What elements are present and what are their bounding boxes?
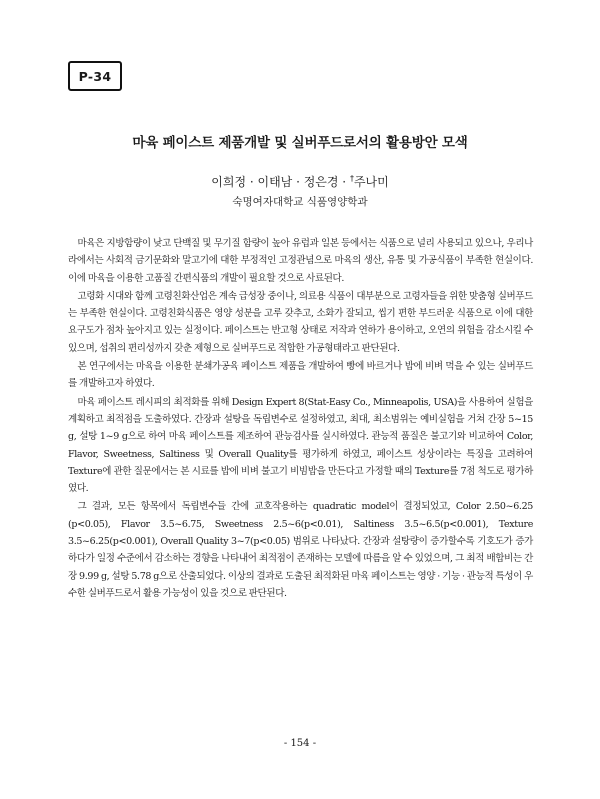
- author-names: 이희정 · 이태남 · 정은경 ·: [211, 175, 350, 189]
- author-list: [0, 173, 600, 190]
- paragraph-methods: 마육 페이스트 레시피의 최적화를 위해 Design Expert 8(Stat-Easy Co., Minneapolis, USA)을 사용하여 실험을 계획하고 최적점을 도출하였다. 간장과 설탕을 독립변수로 설정하였고, 최대, 최소범위는 예비실험을 거쳐 간장 5~15 g, 설탕 1~9 g으로 하여 마육 페이스트를 제조하여 관능검사를 실시하였다. 관능적 품질은 불고기와 비교하여 Color, Flavor, Sweetness, Saltiness 및 Overall Quality를 평가하게 하였고, 페이스트 성상이라는 특징을 고려하여 Texture에 관한 질문에서는 본 시료를 밥에 비벼 불고기 비빔밥을 만든다고 가정할 때의 Texture를 7점 척도로 평가하였다.: [68, 396, 533, 495]
- corresponding-author-mark: †: [349, 174, 354, 183]
- poster-number-badge: P-34: [68, 61, 122, 91]
- corresponding-author-name: 주나미: [353, 175, 389, 189]
- paper-title: 마육 페이스트 제품개발 및 실버푸드로서의 활용방안 모색: [132, 135, 468, 151]
- abstract-body: [68, 235, 533, 603]
- paragraph-aging: 고령화 시대와 함께 고령친화산업은 계속 급성장 중이나, 의료용 식품이 대부분으로 고령자들을 위한 맞춤형 실버푸드는 부족한 현실이다. 고령친화식품은 영양 성분을 고루 갖추고, 소화가 잘되고, 씹기 편한 부드러운 식품으로 이에 대한 요구도가 점차 높아지고 있는 실정이다. 페이스트는 반고형 상태로 저작과 연하가 용이하고, 오연의 위험을 감소시킬 수 있으며, 섭취의 편리성까지 갖춘 제형으로 실버푸드로 적합한 가공형태라고 판단된다.: [68, 290, 533, 354]
- paragraph-results: 그 결과, 모든 항목에서 독립변수들 간에 교호작용하는 quadratic model이 결정되었고, Color 2.50~6.25 (p<0.05), Flavor 3.5~6.75, Sweetness 2.5~6(p<0.01), Saltiness 3.5~6.5(p<0.001), Texture 3.5~6.25(p<0.001), Overall Quality 3~7(p<0.05) 범위로 나타났다. 간장과 설탕량이 증가할수록 기호도가 증가하다가 일정 수준에서 감소하는 경향을 나타내어 최적점이 존재하는 모델에 따름을 알 수 있었으며, 그 최적 배합비는 간장 9.99 g, 설탕 5.78 g으로 산출되었다. 이상의 결과로 도출된 최적화된 마육 페이스트는 영양 · 기능 · 관능적 특성이 우수한 실버푸드로서 활용 가능성이 있을 것으로 판단된다.: [68, 501, 533, 599]
- paragraph-objective: 본 연구에서는 마육을 이용한 분쇄가공육 페이스트 제품을 개발하여 빵에 바르거나 밥에 비벼 먹을 수 있는 실버푸드를 개발하고자 하였다.: [68, 361, 533, 390]
- paragraph-background: 마육은 지방함량이 낮고 단백질 및 무기질 함량이 높아 유럽과 일본 등에서는 식품으로 널리 사용되고 있으나, 우리나라에서는 사회적 금기문화와 말고기에 대한 부정적인 고정관념으로 마육의 생산, 유통 및 가공식품이 부족한 현실이다. 이에 마육을 이용한 고품질 간편식품의 개발이 필요할 것으로 사료된다.: [68, 238, 533, 284]
- author-affiliation: 숙명여자대학교 식품영양학과: [232, 196, 368, 208]
- page-number: - 154 -: [283, 738, 317, 749]
